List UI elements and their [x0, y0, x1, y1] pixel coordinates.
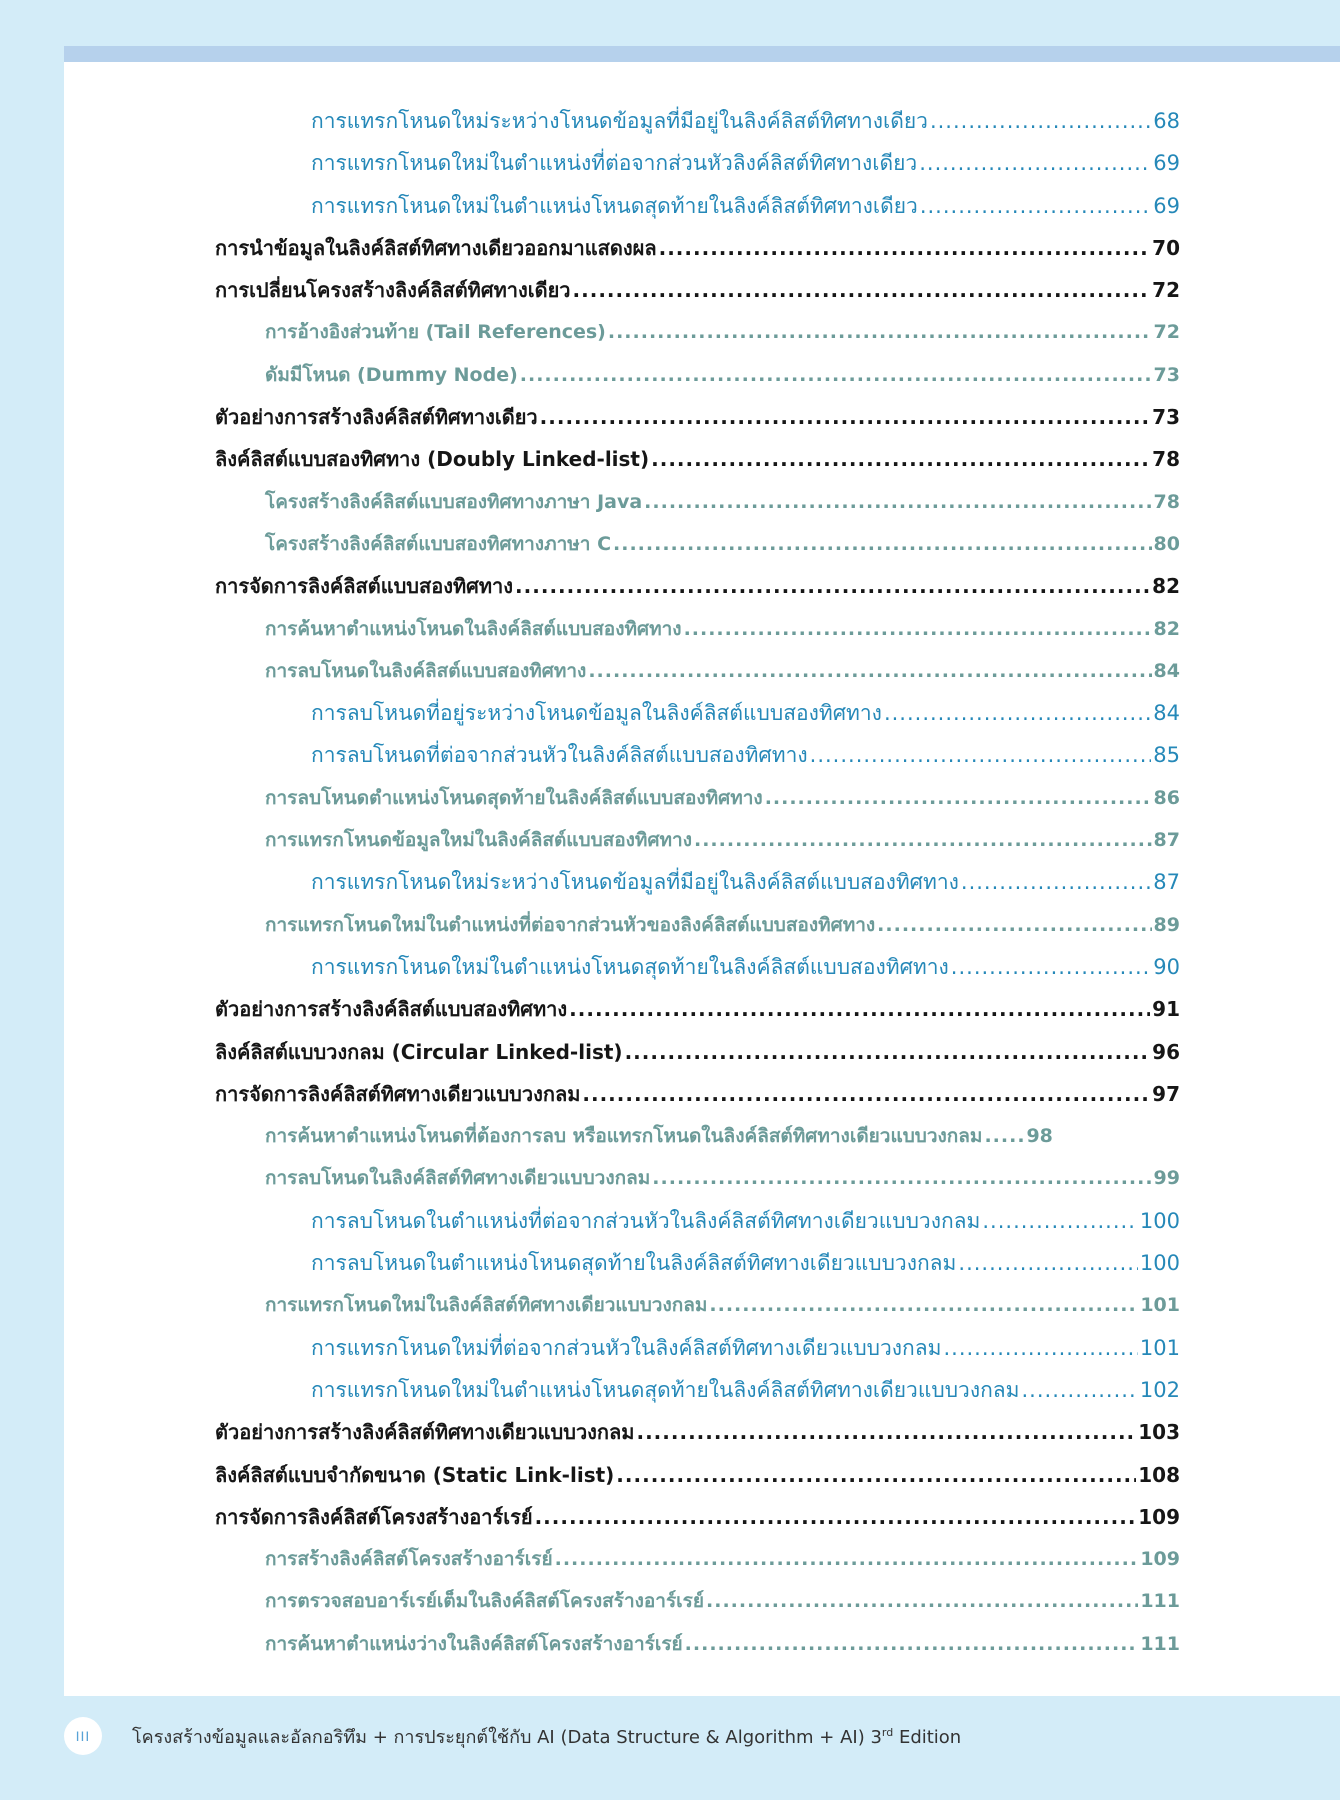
toc-entry-page-number: 68 [1153, 109, 1180, 133]
toc-entry-title: การแทรกโหนดใหม่ระหว่างโหนดข้อมูลที่มีอยู่ในลิงค์ลิสต์ทิศทางเดียว [311, 109, 928, 133]
toc-entry-page-number: 73 [1153, 363, 1180, 386]
toc-entry[interactable] [64, 185, 1340, 227]
toc-entry-page-number: 100 [1139, 1251, 1180, 1276]
toc-entry-title: ลิงค์ลิสต์แบบวงกลม (Circular Linked-list) [215, 1039, 623, 1064]
toc-entry-title: การลบโหนดในตำแหน่งโหนดสุดท้ายในลิงค์ลิสต์ทิศทางเดียวแบบวงกลม [311, 1251, 957, 1276]
toc-dot-leader [625, 1031, 1151, 1073]
toc-entry-page-number: 108 [1138, 1462, 1180, 1487]
toc-dot-leader [659, 227, 1151, 269]
toc-entry[interactable] [64, 1496, 1340, 1538]
toc-entry-page-number: 91 [1152, 997, 1180, 1022]
toc-dot-leader [608, 311, 1152, 353]
toc-dot-leader [588, 650, 1151, 692]
toc-entry-page-number: 69 [1153, 193, 1180, 218]
toc-entry-title: การลบโหนดที่อยู่ระหว่างโหนดข้อมูลในลิงค์ลิสต์แบบสองทิศทาง [311, 701, 882, 726]
toc-entry[interactable] [64, 861, 1340, 903]
toc-entry[interactable] [64, 438, 1340, 480]
toc-entry[interactable] [64, 1623, 1340, 1665]
toc-page [64, 62, 1340, 1696]
toc-dot-leader [636, 1411, 1136, 1453]
page-number-badge [64, 1717, 102, 1755]
toc-dot-leader [651, 438, 1150, 480]
toc-entry[interactable] [64, 354, 1340, 396]
toc-entry-page-number: 73 [1152, 405, 1180, 430]
toc-entry-page-number: 111 [1140, 1590, 1180, 1613]
edition-word: Edition [893, 1726, 962, 1748]
toc-entry[interactable] [64, 1031, 1340, 1073]
toc-dot-leader [652, 1157, 1151, 1199]
toc-dot-leader [644, 481, 1151, 523]
toc-dot-leader [520, 354, 1152, 396]
toc-entry[interactable] [64, 227, 1340, 269]
page-footer [64, 1716, 1264, 1756]
toc-dot-leader [515, 565, 1150, 607]
toc-entry[interactable] [64, 1284, 1340, 1326]
toc-entry-page-number: 102 [1139, 1377, 1180, 1402]
toc-entry[interactable] [64, 988, 1340, 1030]
toc-entry[interactable] [64, 565, 1340, 607]
toc-entry-page-number: 84 [1153, 659, 1180, 682]
book-title-text: โครงสร้างข้อมูลและอัลกอริทึม + การประยุกต์ใช้กับ AI (Data Structure & Algorithm + AI) 3 [132, 1726, 882, 1748]
toc-entry-page-number: 85 [1153, 743, 1180, 768]
toc-entry-title: การแทรกโหนดใหม่ในตำแหน่งที่ต่อจากส่วนหัวลิงค์ลิสต์ทิศทางเดียว [311, 151, 918, 176]
toc-entry-page-number: 78 [1152, 447, 1180, 472]
edition-superscript: rd [881, 1725, 894, 1739]
toc-entry-title: ลิงค์ลิสต์แบบจำกัดขนาด (Static Link-list) [215, 1462, 615, 1487]
toc-dot-leader [810, 734, 1152, 776]
toc-entry-title: การแทรกโหนดใหม่ระหว่างโหนดข้อมูลที่มีอยู่ในลิงค์ลิสต์แบบสองทิศทาง [311, 870, 959, 895]
toc-entry[interactable] [64, 142, 1340, 184]
table-of-contents [64, 100, 1340, 1665]
toc-entry-page-number: 103 [1138, 1420, 1180, 1445]
toc-entry-page-number: 109 [1138, 1504, 1180, 1529]
toc-entry-page-number: 90 [1153, 954, 1180, 979]
toc-dot-leader [930, 100, 1151, 142]
toc-entry-title: การแทรกโหนดใหม่ในตำแหน่งที่ต่อจากส่วนหัวของลิงค์ลิสต์แบบสองทิศทาง [265, 913, 876, 936]
toc-entry[interactable] [64, 904, 1340, 946]
toc-dot-leader [535, 1496, 1137, 1538]
toc-entry-title: การจัดการลิงค์ลิสต์แบบสองทิศทาง [215, 574, 514, 599]
toc-entry[interactable] [64, 396, 1340, 438]
toc-dot-leader [569, 988, 1150, 1030]
toc-entry[interactable] [64, 1580, 1340, 1622]
toc-entry[interactable] [64, 608, 1340, 650]
toc-entry-page-number: 87 [1153, 870, 1180, 895]
toc-dot-leader [1022, 1369, 1138, 1411]
toc-entry[interactable] [64, 777, 1340, 819]
toc-entry[interactable] [64, 734, 1340, 776]
toc-entry-page-number: 99 [1153, 1167, 1180, 1190]
toc-entry-title: การค้นหาตำแหน่งโหนดที่ต้องการลบ หรือแทรกโหนดในลิงค์ลิสต์ทิศทางเดียวแบบวงกลม [265, 1125, 983, 1148]
toc-dot-leader [694, 819, 1152, 861]
toc-entry[interactable] [64, 1538, 1340, 1580]
toc-dot-leader [555, 1538, 1139, 1580]
toc-entry-title: การตรวจสอบอาร์เรย์เต็มในลิงค์ลิสต์โครงสร้างอาร์เรย์ [265, 1590, 705, 1613]
toc-dot-leader [582, 1073, 1150, 1115]
toc-entry[interactable] [64, 1200, 1340, 1242]
toc-dot-leader [877, 904, 1151, 946]
toc-entry[interactable] [64, 100, 1340, 142]
toc-entry[interactable] [64, 650, 1340, 692]
toc-entry-title: การอ้างอิงส่วนท้าย (Tail References) [265, 321, 606, 344]
toc-entry-page-number: 86 [1153, 786, 1180, 809]
toc-dot-leader [540, 396, 1151, 438]
toc-entry[interactable] [64, 1242, 1340, 1284]
toc-entry-title: การลบโหนดตำแหน่งโหนดสุดท้ายในลิงค์ลิสต์แบบสองทิศทาง [265, 786, 763, 809]
toc-entry[interactable] [64, 1157, 1340, 1199]
toc-dot-leader [958, 1242, 1138, 1284]
toc-dot-leader [951, 946, 1151, 988]
toc-entry-page-number: 111 [1140, 1632, 1180, 1655]
toc-entry[interactable] [64, 946, 1340, 988]
toc-entry-title: การสร้างลิงค์ลิสต์โครงสร้างอาร์เรย์ [265, 1548, 553, 1571]
toc-entry-title: การแทรกโหนดใหม่ในลิงค์ลิสต์ทิศทางเดียวแบบวงกลม [265, 1294, 708, 1317]
toc-entry-title: การจัดการลิงค์ลิสต์ทิศทางเดียวแบบวงกลม [215, 1081, 581, 1106]
toc-entry[interactable] [64, 1411, 1340, 1453]
toc-dot-leader [919, 142, 1151, 184]
toc-entry-title: ดัมมีโหนด (Dummy Node) [265, 363, 518, 386]
toc-entry-page-number: 87 [1153, 829, 1180, 852]
toc-dot-leader [765, 777, 1152, 819]
toc-entry-page-number: 101 [1140, 1294, 1180, 1317]
toc-entry[interactable] [64, 1369, 1340, 1411]
book-title [132, 1722, 961, 1751]
toc-entry-page-number: 109 [1140, 1548, 1180, 1571]
toc-dot-leader [613, 523, 1152, 565]
toc-entry[interactable] [64, 269, 1340, 311]
toc-dot-leader [884, 692, 1151, 734]
toc-entry-title: การลบโหนดในลิงค์ลิสต์แบบสองทิศทาง [265, 659, 587, 682]
toc-entry[interactable] [64, 1115, 1340, 1157]
toc-entry-title: การค้นหาตำแหน่งว่างในลิงค์ลิสต์โครงสร้างอาร์เรย์ [265, 1632, 683, 1655]
toc-entry-page-number: 101 [1139, 1335, 1180, 1360]
toc-entry-title: โครงสร้างลิงค์ลิสต์แบบสองทิศทางภาษา Java [265, 490, 643, 513]
toc-entry[interactable] [64, 1073, 1340, 1115]
toc-entry[interactable] [64, 481, 1340, 523]
toc-entry-page-number: 78 [1153, 490, 1180, 513]
toc-entry-title: การเปลี่ยนโครงสร้างลิงค์ลิสต์ทิศทางเดียว [215, 278, 571, 303]
toc-entry-title: การแทรกโหนดใหม่ที่ต่อจากส่วนหัวในลิงค์ลิสต์ทิศทางเดียวแบบวงกลม [311, 1335, 942, 1360]
toc-dot-leader [706, 1580, 1138, 1622]
toc-dot-leader [961, 861, 1151, 903]
toc-entry[interactable] [64, 311, 1340, 353]
toc-dot-leader [684, 608, 1152, 650]
toc-entry-title: ตัวอย่างการสร้างลิงค์ลิสต์ทิศทางเดียว [215, 405, 538, 430]
toc-entry-page-number: 72 [1153, 321, 1180, 344]
toc-entry-title: การจัดการลิงค์ลิสต์โครงสร้างอาร์เรย์ [215, 1504, 533, 1529]
toc-dot-leader [982, 1200, 1138, 1242]
toc-entry-page-number: 70 [1152, 235, 1180, 260]
toc-dot-leader [943, 1327, 1137, 1369]
toc-entry-title: การแทรกโหนดข้อมูลใหม่ในลิงค์ลิสต์แบบสองทิศทาง [265, 829, 692, 852]
toc-entry-title: การลบโหนดในตำแหน่งที่ต่อจากส่วนหัวในลิงค์ลิสต์ทิศทางเดียวแบบวงกลม [311, 1208, 981, 1233]
toc-entry[interactable] [64, 819, 1340, 861]
toc-entry-title: การแทรกโหนดใหม่ในตำแหน่งโหนดสุดท้ายในลิงค์ลิสต์ทิศทางเดียวแบบวงกลม [311, 1377, 1020, 1402]
toc-entry-title: ลิงค์ลิสต์แบบสองทิศทาง (Doubly Linked-list) [215, 447, 650, 472]
toc-dot-leader [685, 1623, 1139, 1665]
toc-entry[interactable] [64, 1327, 1340, 1369]
toc-entry-title: ตัวอย่างการสร้างลิงค์ลิสต์แบบสองทิศทาง [215, 997, 568, 1022]
toc-entry-page-number: 69 [1153, 151, 1180, 176]
toc-entry-page-number: 82 [1153, 617, 1180, 640]
toc-entry-title: การนำข้อมูลในลิงค์ลิสต์ทิศทางเดียวออกมาแสดงผล [215, 235, 657, 260]
toc-entry-page-number: 97 [1152, 1081, 1180, 1106]
toc-entry-page-number: 89 [1153, 913, 1180, 936]
toc-entry-title: การแทรกโหนดใหม่ในตำแหน่งโหนดสุดท้ายในลิงค์ลิสต์แบบสองทิศทาง [311, 954, 949, 979]
toc-entry-title: ตัวอย่างการสร้างลิงค์ลิสต์ทิศทางเดียวแบบวงกลม [215, 1420, 635, 1445]
toc-entry-page-number: 84 [1153, 701, 1180, 726]
toc-entry-page-number: 82 [1152, 574, 1180, 599]
toc-dot-leader [616, 1454, 1136, 1496]
page-number: III [75, 1728, 91, 1744]
toc-entry-title: การค้นหาตำแหน่งโหนดในลิงค์ลิสต์แบบสองทิศทาง [265, 617, 682, 640]
toc-entry-title: การลบโหนดที่ต่อจากส่วนหัวในลิงค์ลิสต์แบบสองทิศทาง [311, 743, 808, 768]
top-header-band [64, 46, 1340, 62]
toc-entry[interactable] [64, 1454, 1340, 1496]
toc-entry-page-number: 80 [1153, 532, 1180, 555]
toc-entry-page-number: 98 [1026, 1125, 1053, 1148]
toc-dot-leader [920, 185, 1151, 227]
toc-dot-leader [709, 1284, 1138, 1326]
toc-dot-leader [573, 269, 1151, 311]
toc-dot-leader [984, 1115, 1024, 1157]
toc-entry-title: การแทรกโหนดใหม่ในตำแหน่งโหนดสุดท้ายในลิงค์ลิสต์ทิศทางเดียว [311, 193, 918, 218]
toc-entry-page-number: 96 [1152, 1039, 1180, 1064]
toc-entry[interactable] [64, 523, 1340, 565]
toc-entry-title: การลบโหนดในลิงค์ลิสต์ทิศทางเดียวแบบวงกลม [265, 1167, 651, 1190]
toc-entry-page-number: 72 [1152, 278, 1180, 303]
toc-entry-title: โครงสร้างลิงค์ลิสต์แบบสองทิศทางภาษา C [265, 532, 612, 555]
toc-entry[interactable] [64, 692, 1340, 734]
toc-entry-page-number: 100 [1139, 1208, 1180, 1233]
